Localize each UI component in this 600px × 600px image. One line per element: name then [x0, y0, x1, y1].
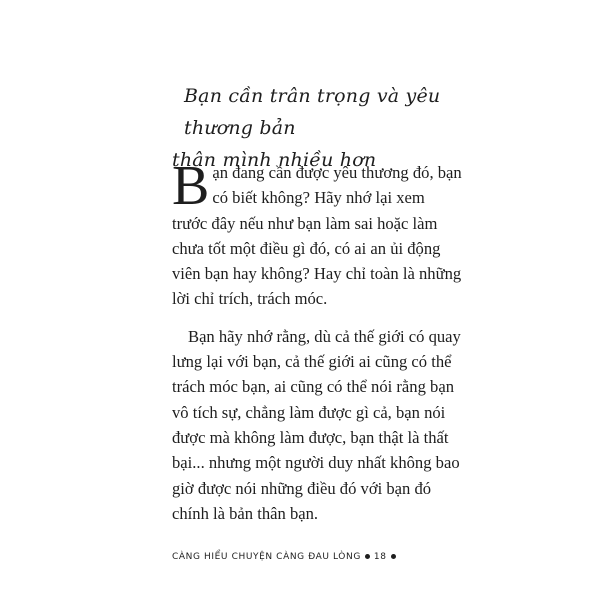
paragraph-2: Bạn hãy nhớ rằng, dù cả thế giới có quay lưng lại với bạn, cả thế giới ai cũng có thể trách móc bạn, ai cũng có thể nói rằng bạn vô tích sự, chẳng làm được gì cả, bạn nói được mà không làm được, bạn thật là thất bại... nhưng một người duy nhất không bao giờ được nói những điều đó với bạn đó chính là bản thân bạn.: [172, 326, 461, 523]
running-footer: [172, 552, 400, 562]
bullet-dot: [365, 554, 370, 559]
bullet-dot: [391, 554, 396, 559]
page-number: 18: [373, 552, 387, 562]
footer-book-title: CÀNG HIỂU CHUYỆN CÀNG ĐAU LÒNG: [172, 552, 361, 562]
chapter-title-line-1: Bạn cần trân trọng và yêu thương bản: [184, 85, 441, 139]
drop-cap: B: [172, 155, 210, 217]
paragraph-1-text: ạn đang cần được yêu thương đó, bạn có biết không? Hãy nhớ lại xem trước đây nếu như bạn làm sai hoặc làm chưa tốt một điều gì đó, có ai an ủi động viên bạn hay không? Hay chỉ toàn là những lời chỉ trích, trách móc.: [172, 163, 462, 309]
paragraph-1: [172, 155, 462, 312]
body-text: [172, 155, 462, 526]
chapter-title-line-2: thân mình nhiều hơn: [172, 149, 377, 171]
